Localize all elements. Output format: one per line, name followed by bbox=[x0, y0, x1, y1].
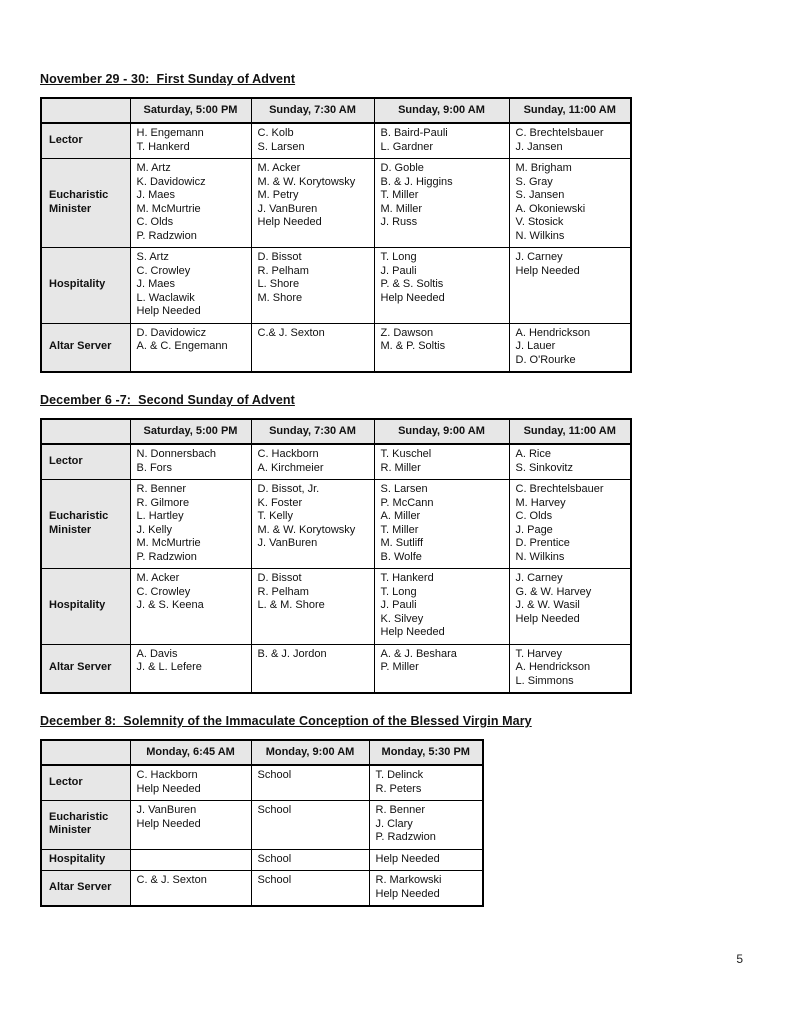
assignee-name: D. Prentice bbox=[515, 537, 570, 549]
assignee-name: T. Hankerd bbox=[136, 140, 190, 153]
assignee-name: S. Larsen bbox=[257, 140, 305, 153]
assignment-cell bbox=[130, 871, 251, 907]
section-heading: November 29 - 30: First Sunday of Advent bbox=[40, 72, 296, 86]
mass-time-header: Saturday, 5:00 PM bbox=[130, 419, 251, 444]
mass-time-header: Sunday, 11:00 AM bbox=[509, 419, 631, 444]
mass-time-header: Sunday, 11:00 AM bbox=[509, 98, 631, 123]
assignee-name: J. Page bbox=[515, 523, 553, 536]
assignee-name: L. Hartley bbox=[136, 510, 184, 522]
assignee-name: T. Hankerd bbox=[380, 572, 434, 584]
assignee-name: C. & J. Sexton bbox=[136, 874, 207, 886]
mass-time-header: Monday, 6:45 AM bbox=[130, 740, 251, 765]
assignee-name: Help Needed bbox=[375, 852, 440, 865]
assignment-cell bbox=[130, 248, 251, 324]
assignee-name: B. Wolfe bbox=[380, 550, 422, 563]
assignee-name: R. Peters bbox=[375, 782, 422, 795]
schedule-section bbox=[40, 72, 640, 373]
assignee-name: R. Pelham bbox=[257, 264, 309, 277]
assignee-name: M. McMurtrie bbox=[136, 537, 201, 549]
assignee-name: A. Okoniewski bbox=[515, 202, 586, 215]
table-row bbox=[41, 444, 631, 480]
assignment-cell bbox=[130, 159, 251, 248]
ministry-row-label: Eucharistic Minister bbox=[41, 801, 130, 850]
assignee-name: C. Crowley bbox=[136, 264, 191, 277]
assignment-cell bbox=[251, 871, 369, 907]
ministry-row-label: Lector bbox=[41, 765, 130, 801]
assignee-name: P. Radzwion bbox=[136, 229, 197, 242]
assignee-name: School bbox=[257, 769, 292, 781]
assignee-name: C. Olds bbox=[136, 216, 174, 228]
assignee-name: M. & W. Korytowsky bbox=[257, 175, 356, 188]
assignee-name: R. Benner bbox=[136, 483, 187, 495]
assignee-name: J. Kelly bbox=[136, 523, 172, 536]
table-row bbox=[41, 569, 631, 645]
assignee-name: Help Needed bbox=[136, 817, 201, 830]
assignment-cell bbox=[374, 159, 509, 248]
assignment-cell bbox=[369, 849, 483, 871]
assignee-name: R. Benner bbox=[375, 804, 426, 816]
assignee-name: N. Donnersbach bbox=[136, 448, 216, 460]
assignee-name: M. Petry bbox=[257, 189, 299, 201]
assignee-name: D. Bissot bbox=[257, 251, 302, 263]
assignee-name: M. Miller bbox=[380, 202, 423, 215]
assignment-cell bbox=[374, 444, 509, 480]
assignee-name: J. Maes bbox=[136, 278, 176, 290]
assignee-name: Help Needed bbox=[380, 291, 445, 304]
assignee-name: S. Jansen bbox=[515, 189, 565, 201]
assignee-name: M. Acker bbox=[136, 572, 180, 584]
assignee-name: B. & J. Jordon bbox=[257, 647, 327, 660]
assignee-name: C. Brechtelsbauer bbox=[515, 127, 604, 139]
assignee-name: G. & W. Harvey bbox=[515, 585, 592, 598]
table-row bbox=[41, 849, 483, 871]
header-row bbox=[41, 419, 631, 444]
assignee-name: T. Miller bbox=[380, 189, 419, 201]
assignee-name: S. Gray bbox=[515, 175, 553, 188]
assignment-cell bbox=[130, 849, 251, 871]
assignee-name: P. McCann bbox=[380, 496, 434, 509]
table-row bbox=[41, 323, 631, 372]
assignee-name: J. Lauer bbox=[515, 340, 556, 352]
assignee-name: C.& J. Sexton bbox=[257, 326, 325, 339]
assignee-name: J. Maes bbox=[136, 189, 176, 201]
mass-time-header: Monday, 5:30 PM bbox=[369, 740, 483, 765]
ministry-schedule-table bbox=[40, 97, 632, 373]
assignment-cell bbox=[374, 323, 509, 372]
assignee-name: B. Fors bbox=[136, 461, 172, 474]
ministry-row-label: Eucharistic Minister bbox=[41, 480, 130, 569]
assignee-name: School bbox=[257, 852, 292, 865]
assignee-name: T. Harvey bbox=[515, 647, 562, 660]
assignee-name: Help Needed bbox=[136, 782, 201, 795]
assignment-cell bbox=[251, 569, 374, 645]
assignee-name: A. Miller bbox=[380, 510, 421, 522]
assignment-cell bbox=[509, 159, 631, 248]
assignee-name: J. Pauli bbox=[380, 599, 417, 611]
assignment-cell bbox=[369, 765, 483, 801]
assignee-name: Help Needed bbox=[515, 264, 580, 277]
mass-time-header: Sunday, 7:30 AM bbox=[251, 98, 374, 123]
assignee-name: J. Russ bbox=[380, 216, 418, 228]
ministry-row-label: Altar Server bbox=[41, 323, 130, 372]
assignee-name: C. Hackborn bbox=[136, 769, 198, 781]
ministry-row-label: Altar Server bbox=[41, 871, 130, 907]
assignment-cell bbox=[509, 123, 631, 159]
assignee-name: H. Engemann bbox=[136, 127, 204, 139]
assignment-cell bbox=[251, 248, 374, 324]
corner-cell bbox=[41, 98, 130, 123]
table-row bbox=[41, 765, 483, 801]
mass-time-header: Monday, 9:00 AM bbox=[251, 740, 369, 765]
assignee-name: T. Long bbox=[380, 251, 417, 263]
table-row bbox=[41, 801, 483, 850]
assignment-cell bbox=[251, 765, 369, 801]
assignment-cell bbox=[369, 801, 483, 850]
schedule-section bbox=[40, 714, 640, 907]
assignee-name: School bbox=[257, 874, 292, 886]
assignee-name: C. Crowley bbox=[136, 585, 191, 598]
assignee-name: N. Wilkins bbox=[515, 229, 565, 242]
assignee-name: K. Foster bbox=[257, 496, 303, 509]
assignee-name: J. VanBuren bbox=[257, 537, 318, 549]
assignee-name: C. Brechtelsbauer bbox=[515, 483, 604, 495]
ministry-row-label: Hospitality bbox=[41, 569, 130, 645]
ministry-row-label: Hospitality bbox=[41, 849, 130, 871]
section-heading: December 8: Solemnity of the Immaculate Conception of the Blessed Virgin Mary bbox=[40, 714, 532, 728]
table-row bbox=[41, 644, 631, 693]
assignee-name: K. Silvey bbox=[380, 612, 424, 625]
assignee-name: J. & S. Keena bbox=[136, 599, 204, 611]
assignee-name: C. Kolb bbox=[257, 127, 294, 139]
mass-time-header: Sunday, 7:30 AM bbox=[251, 419, 374, 444]
assignee-name: M. & W. Korytowsky bbox=[257, 523, 356, 536]
assignee-name: L. Waclawik bbox=[136, 291, 195, 304]
assignment-cell bbox=[509, 480, 631, 569]
assignee-name: T. Long bbox=[380, 585, 417, 598]
assignment-cell bbox=[509, 569, 631, 645]
assignee-name: A. & C. Engemann bbox=[136, 340, 228, 352]
assignee-name: C. Hackborn bbox=[257, 448, 319, 460]
assignee-name: D. Goble bbox=[380, 162, 424, 174]
ministry-row-label: Lector bbox=[41, 123, 130, 159]
assignee-name: M. & P. Soltis bbox=[380, 340, 446, 352]
assignee-name: M. Shore bbox=[257, 291, 303, 304]
assignment-cell bbox=[509, 444, 631, 480]
assignee-name: N. Wilkins bbox=[515, 550, 565, 563]
assignment-cell bbox=[130, 644, 251, 693]
schedule-sections bbox=[40, 72, 640, 907]
assignee-name: J. Jansen bbox=[515, 140, 563, 153]
assignment-cell bbox=[130, 801, 251, 850]
ministry-row-label: Altar Server bbox=[41, 644, 130, 693]
table-row bbox=[41, 248, 631, 324]
assignee-name: J. VanBuren bbox=[136, 804, 197, 816]
assignee-name: A. Hendrickson bbox=[515, 326, 591, 339]
table-row bbox=[41, 159, 631, 248]
assignee-name: J. & W. Wasil bbox=[515, 599, 580, 611]
assignment-cell bbox=[130, 480, 251, 569]
assignee-name: Help Needed bbox=[257, 216, 322, 228]
assignee-name: Help Needed bbox=[375, 887, 440, 900]
assignee-name: V. Stosick bbox=[515, 216, 564, 228]
assignee-name: J. Pauli bbox=[380, 264, 417, 277]
assignment-cell bbox=[374, 644, 509, 693]
table-row bbox=[41, 480, 631, 569]
assignee-name: P. Radzwion bbox=[136, 550, 197, 563]
schedule-section bbox=[40, 393, 640, 694]
corner-cell bbox=[41, 419, 130, 444]
assignee-name: J. VanBuren bbox=[257, 202, 318, 215]
assignment-cell bbox=[251, 480, 374, 569]
assignee-name: R. Pelham bbox=[257, 585, 309, 598]
ministry-row-label: Eucharistic Minister bbox=[41, 159, 130, 248]
assignment-cell bbox=[369, 871, 483, 907]
assignee-name: Help Needed bbox=[515, 612, 580, 625]
assignee-name: M. Sutliff bbox=[380, 537, 424, 549]
assignee-name: B. Baird-Pauli bbox=[380, 127, 448, 139]
assignment-cell bbox=[251, 801, 369, 850]
assignee-name: A. Rice bbox=[515, 448, 551, 460]
table-row bbox=[41, 871, 483, 907]
assignee-name: S. Sinkovitz bbox=[515, 461, 573, 474]
assignment-cell bbox=[130, 765, 251, 801]
ministry-row-label: Hospitality bbox=[41, 248, 130, 324]
assignee-name: R. Gilmore bbox=[136, 496, 190, 509]
assignee-name: D. Bissot bbox=[257, 572, 302, 584]
assignment-cell bbox=[130, 123, 251, 159]
assignment-cell bbox=[374, 248, 509, 324]
assignee-name: M. McMurtrie bbox=[136, 202, 201, 215]
assignment-cell bbox=[130, 323, 251, 372]
assignee-name: M. Brigham bbox=[515, 162, 572, 174]
assignee-name: R. Markowski bbox=[375, 874, 442, 886]
assignment-cell bbox=[130, 569, 251, 645]
assignee-name: A. Hendrickson bbox=[515, 661, 591, 673]
assignee-name: J. & L. Lefere bbox=[136, 661, 202, 673]
mass-time-header: Sunday, 9:00 AM bbox=[374, 419, 509, 444]
assignee-name: T. Kuschel bbox=[380, 448, 432, 460]
assignee-name: J. Carney bbox=[515, 572, 563, 584]
assignee-name: L. Gardner bbox=[380, 140, 434, 153]
assignment-cell bbox=[251, 123, 374, 159]
assignee-name: L. Simmons bbox=[515, 674, 574, 687]
ministry-schedule-table bbox=[40, 739, 484, 907]
mass-time-header: Sunday, 9:00 AM bbox=[374, 98, 509, 123]
assignee-name: Z. Dawson bbox=[380, 326, 434, 339]
assignee-name: M. Acker bbox=[257, 162, 301, 174]
assignee-name: R. Miller bbox=[380, 461, 421, 474]
corner-cell bbox=[41, 740, 130, 765]
assignment-cell bbox=[251, 159, 374, 248]
ministry-schedule-table bbox=[40, 418, 632, 694]
assignee-name: T. Delinck bbox=[375, 769, 424, 781]
assignment-cell bbox=[509, 323, 631, 372]
assignee-name: S. Artz bbox=[136, 251, 169, 263]
assignee-name: D. O'Rourke bbox=[515, 353, 576, 366]
assignee-name: L. Shore bbox=[257, 278, 300, 290]
header-row bbox=[41, 740, 483, 765]
page-number: 5 bbox=[736, 952, 743, 966]
assignee-name: P. Miller bbox=[380, 661, 419, 673]
ministry-row-label: Lector bbox=[41, 444, 130, 480]
assignee-name: A. & J. Beshara bbox=[380, 647, 457, 660]
assignee-name: B. & J. Higgins bbox=[380, 175, 453, 188]
assignment-cell bbox=[374, 480, 509, 569]
assignee-name: School bbox=[257, 804, 292, 816]
mass-time-header: Saturday, 5:00 PM bbox=[130, 98, 251, 123]
assignee-name: D. Davidowicz bbox=[136, 326, 207, 339]
assignee-name: Help Needed bbox=[380, 626, 445, 638]
section-heading: December 6 -7: Second Sunday of Advent bbox=[40, 393, 295, 407]
assignee-name: K. Davidowicz bbox=[136, 175, 206, 188]
assignee-name: L. & M. Shore bbox=[257, 599, 325, 611]
assignee-name: Help Needed bbox=[136, 305, 201, 317]
assignment-cell bbox=[509, 644, 631, 693]
assignee-name: J. Clary bbox=[375, 817, 413, 830]
assignment-cell bbox=[251, 323, 374, 372]
document-page bbox=[40, 72, 640, 927]
assignee-name: T. Miller bbox=[380, 523, 419, 536]
assignee-name: C. Olds bbox=[515, 510, 553, 522]
assignee-name: T. Kelly bbox=[257, 510, 293, 522]
assignment-cell bbox=[374, 569, 509, 645]
assignee-name: D. Bissot, Jr. bbox=[257, 483, 320, 495]
assignee-name: M. Artz bbox=[136, 162, 171, 174]
assignee-name: A. Davis bbox=[136, 647, 178, 660]
assignment-cell bbox=[251, 444, 374, 480]
assignee-name: P. & S. Soltis bbox=[380, 278, 444, 290]
header-row bbox=[41, 98, 631, 123]
assignee-name: P. Radzwion bbox=[375, 831, 436, 843]
assignee-name: A. Kirchmeier bbox=[257, 461, 324, 474]
assignee-name: S. Larsen bbox=[380, 483, 428, 495]
assignment-cell bbox=[509, 248, 631, 324]
assignee-name: J. Carney bbox=[515, 251, 563, 263]
assignment-cell bbox=[251, 849, 369, 871]
assignee-name: M. Harvey bbox=[515, 496, 566, 509]
assignment-cell bbox=[374, 123, 509, 159]
table-row bbox=[41, 123, 631, 159]
assignment-cell bbox=[251, 644, 374, 693]
assignment-cell bbox=[130, 444, 251, 480]
